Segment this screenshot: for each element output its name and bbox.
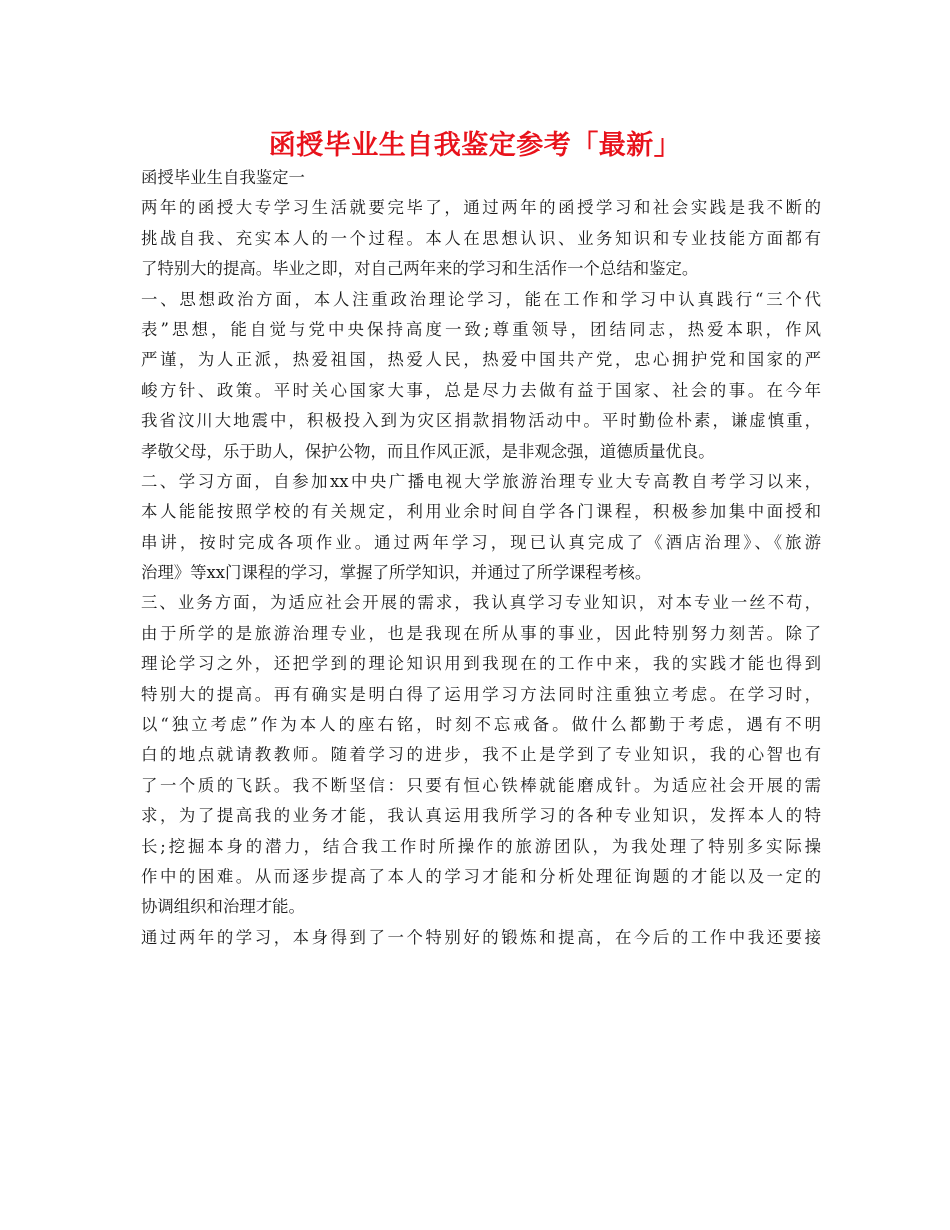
paragraph-line: 严谨，为人正派，热爱祖国，热爱人民，热爱中国共产党，忠心拥护党和国家的严: [141, 350, 821, 370]
paragraph-line: 挑战自我、充实本人的一个过程。本人在思想认识、业务知识和专业技能方面都有: [141, 228, 821, 248]
paragraph-line: 峻方针、政策。平时关心国家大事，总是尽力去做有益于国家、社会的事。在今年: [141, 380, 821, 400]
paragraph-line: 理论学习之外，还把学到的理论知识用到我现在的工作中来，我的实践才能也得到: [141, 654, 821, 674]
paragraph-line: 长;挖掘本身的潜力，结合我工作时所操作的旅游团队，为我处理了特别多实际操: [141, 836, 821, 856]
paragraph-line: 作中的困难。从而逐步提高了本人的学习才能和分析处理征询题的才能以及一定的: [141, 866, 821, 886]
paragraph-line: 了特别大的提高。毕业之即，对自己两年来的学习和生活作一个总结和鉴定。: [141, 259, 699, 279]
paragraph-line: 本人能能按照学校的有关规定，利用业余时间自学各门课程，积极参加集中面授和: [141, 502, 821, 522]
paragraph-line: 串讲，按时完成各项作业。通过两年学习，现已认真完成了《酒店治理》、《旅游: [141, 532, 821, 552]
document-subtitle: 函授毕业生自我鉴定一: [141, 168, 305, 187]
paragraph-line: 由于所学的是旅游治理专业，也是我现在所从事的事业，因此特别努力刻苦。除了: [141, 623, 821, 643]
paragraph-line: 协调组织和治理才能。: [141, 897, 305, 917]
document-title: 函授毕业生自我鉴定参考「最新」: [268, 130, 682, 161]
paragraph-line: 通过两年的学习，本身得到了一个特别好的锻炼和提高，在今后的工作中我还要接: [141, 927, 821, 947]
paragraph-line: 我省汶川大地震中，积极投入到为灾区捐款捐物活动中。平时勤俭朴素，谦虚慎重，: [141, 411, 821, 431]
paragraph-line: 孝敬父母，乐于助人，保护公物，而且作风正派，是非观念强，道德质量优良。: [141, 441, 715, 461]
paragraph-line: 了一个质的飞跃。我不断坚信：只要有恒心铁棒就能磨成针。为适应社会开展的需: [141, 775, 821, 795]
paragraph-line: 表”思想，能自觉与党中央保持高度一致;尊重领导，团结同志，热爱本职，作风: [141, 319, 821, 339]
paragraph-line: 以“独立考虑”作为本人的座右铭，时刻不忘戒备。做什么都勤于考虑，遇有不明: [141, 715, 821, 735]
paragraph-line: 二、学习方面，自参加xx中央广播电视大学旅游治理专业大专高教自考学习以来，: [141, 471, 821, 491]
paragraph-line: 一、思想政治方面，本人注重政治理论学习，能在工作和学习中认真践行“三个代: [141, 289, 821, 309]
paragraph-line: 两年的函授大专学习生活就要完毕了，通过两年的函授学习和社会实践是我不断的: [141, 198, 821, 218]
paragraph-line: 白的地点就请教教师。随着学习的进步，我不止是学到了专业知识，我的心智也有: [141, 745, 821, 765]
paragraph-line: 求，为了提高我的业务才能，我认真运用我所学习的各种专业知识，发挥本人的特: [141, 806, 821, 826]
document-body: [141, 163, 821, 953]
paragraph-line: 治理》等xx门课程的学习，掌握了所学知识，并通过了所学课程考核。: [141, 563, 652, 583]
paragraph-line: 特别大的提高。再有确实是明白得了运用学习方法同时注重独立考虑。在学习时，: [141, 684, 821, 704]
paragraph-line: 三、业务方面，为适应社会开展的需求，我认真学习专业知识，对本专业一丝不苟，: [141, 593, 821, 613]
